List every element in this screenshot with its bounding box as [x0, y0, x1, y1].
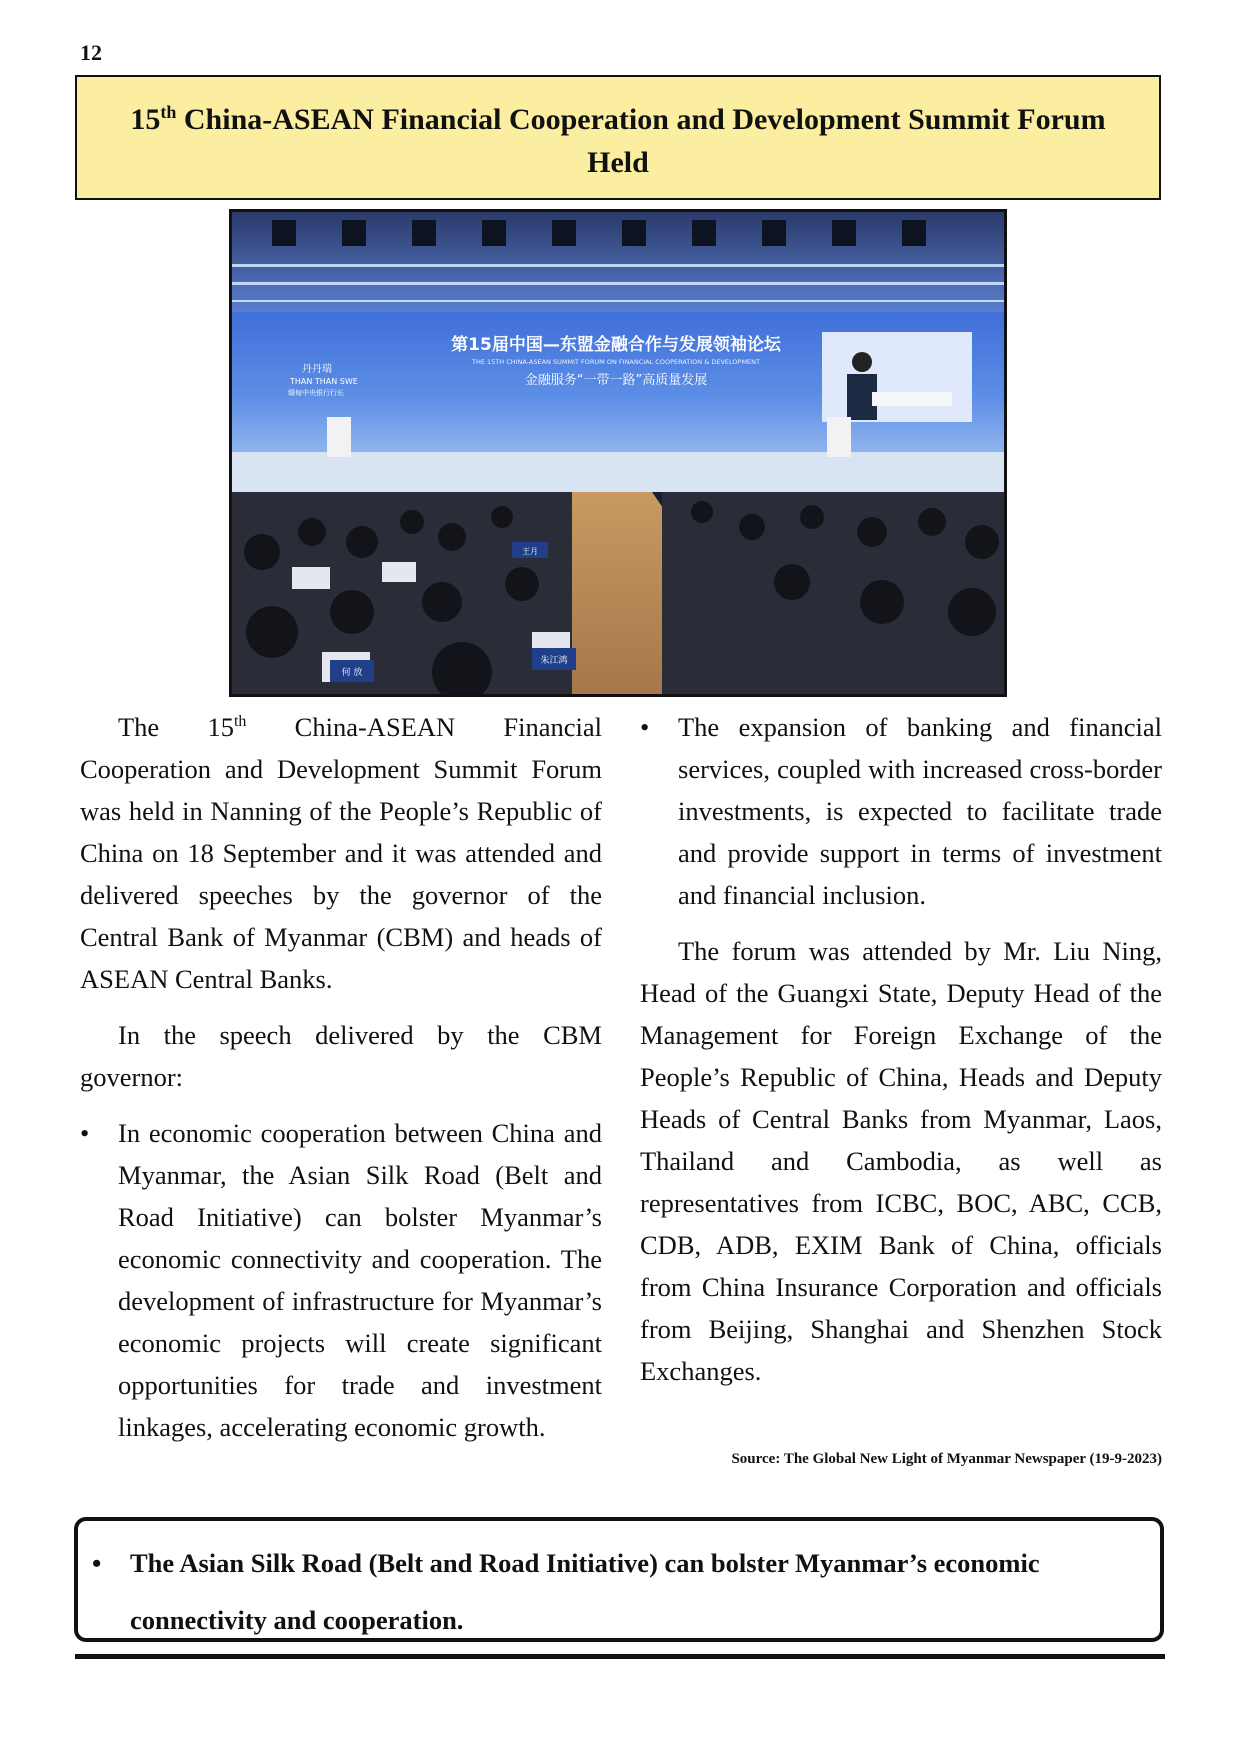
attendees-paragraph: The forum was attended by Mr. Liu Ning, Head of the Guangxi State, Deputy Head of the Management for Foreign Exchange of the People’s Republic of China, Heads and Deputy Heads of Central Banks from Myanmar, Laos, Thailand and Cambodia, as well as representatives from ICBC, BOC, ABC, CCB, CDB, ADB, EXIM Bank of China, officials from China Insurance Corporation and officials from Beijing, Shanghai and Shenzhen Stock Exchanges. [640, 936, 1162, 1386]
source-citation: Source: The Global New Light of Myanmar Newspaper (19-9-2023) [731, 1451, 1162, 1467]
name-card-2: 朱江鸿 [540, 656, 568, 666]
speaker-head [852, 352, 872, 372]
speaker-role-cn: 缅甸中央银行行长 [288, 389, 344, 397]
highlight-box [74, 1517, 1164, 1642]
podium-left [327, 417, 351, 457]
title-superscript: th [160, 102, 177, 122]
article-title [130, 91, 1105, 184]
title-line1: China-ASEAN Financial Cooperation and Development Summit Forum [176, 103, 1106, 136]
bullet-text-1: In economic cooperation between China and Myanmar, the Asian Silk Road (Belt and Road Initiative) can bolster Myanmar’s economic connectivity and cooperation. The development of infrastructure for Myanmar’s economic projects will create significant opportunities for trade and investment linkages, accelerating economic growth. [118, 1118, 602, 1442]
article-title-box [75, 75, 1161, 200]
bullet-item-2 [640, 706, 1162, 916]
forum-photo [229, 209, 1007, 697]
speaker-inset [822, 332, 972, 422]
backdrop-cn-subtitle: 金融服务“一带一路”高质量发展 [524, 373, 708, 388]
backdrop-en-title: THE 15TH CHINA-ASEAN SUMMIT FORUM ON FINANCIAL COOPERATION & DEVELOPMENT [471, 358, 761, 366]
page-number: 12 [80, 40, 102, 65]
highlight-text: The Asian Silk Road (Belt and Road Initiative) can bolster Myanmar’s economic connectivity and cooperation. [130, 1548, 1040, 1635]
speaker-name-en: THAN THAN SWE [290, 377, 358, 386]
intro-prefix: The 15 [118, 712, 234, 742]
stage [232, 452, 1004, 492]
backdrop-cn-title: 第15届中国—东盟金融合作与发展领袖论坛 [451, 335, 781, 355]
audience-right [662, 492, 1004, 694]
intro-paragraph [80, 706, 602, 1000]
name-card-1: 何 放 [341, 668, 363, 678]
title-line2: Held [587, 146, 649, 179]
bullet-text-2: The expansion of banking and financial services, coupled with increased cross-border investments, is expected to facilitate trade and provide support in terms of investment and financial inclusion. [678, 712, 1162, 910]
speaker-name-cn: 丹丹瑞 [302, 364, 332, 375]
speaker-podium [872, 392, 952, 406]
bullet-item-1 [80, 1112, 602, 1448]
name-card-3: 王月 [522, 547, 538, 556]
highlight-bullet-marker: • [92, 1548, 102, 1578]
title-prefix: 15 [130, 103, 161, 136]
right-column [640, 706, 1162, 1406]
podium-right [827, 417, 851, 457]
speech-intro-paragraph: In the speech delivered by the CBM governor: [80, 1020, 602, 1092]
left-column [80, 706, 602, 1462]
intro-superscript: th [233, 713, 247, 731]
forum-photo-illustration [232, 212, 1004, 694]
intro-rest: China-ASEAN Financial Cooperation and Development Summit Forum was held in Nanning of the People’s Republic of China on 18 September and it was attended and delivered speeches by the governor of the Central Bank of Myanmar (CBM) and heads of ASEAN Central Banks. [80, 712, 603, 994]
bullet-marker-1: • [80, 1118, 90, 1148]
bullet-marker-2: • [640, 712, 650, 742]
bottom-rule [75, 1654, 1165, 1659]
